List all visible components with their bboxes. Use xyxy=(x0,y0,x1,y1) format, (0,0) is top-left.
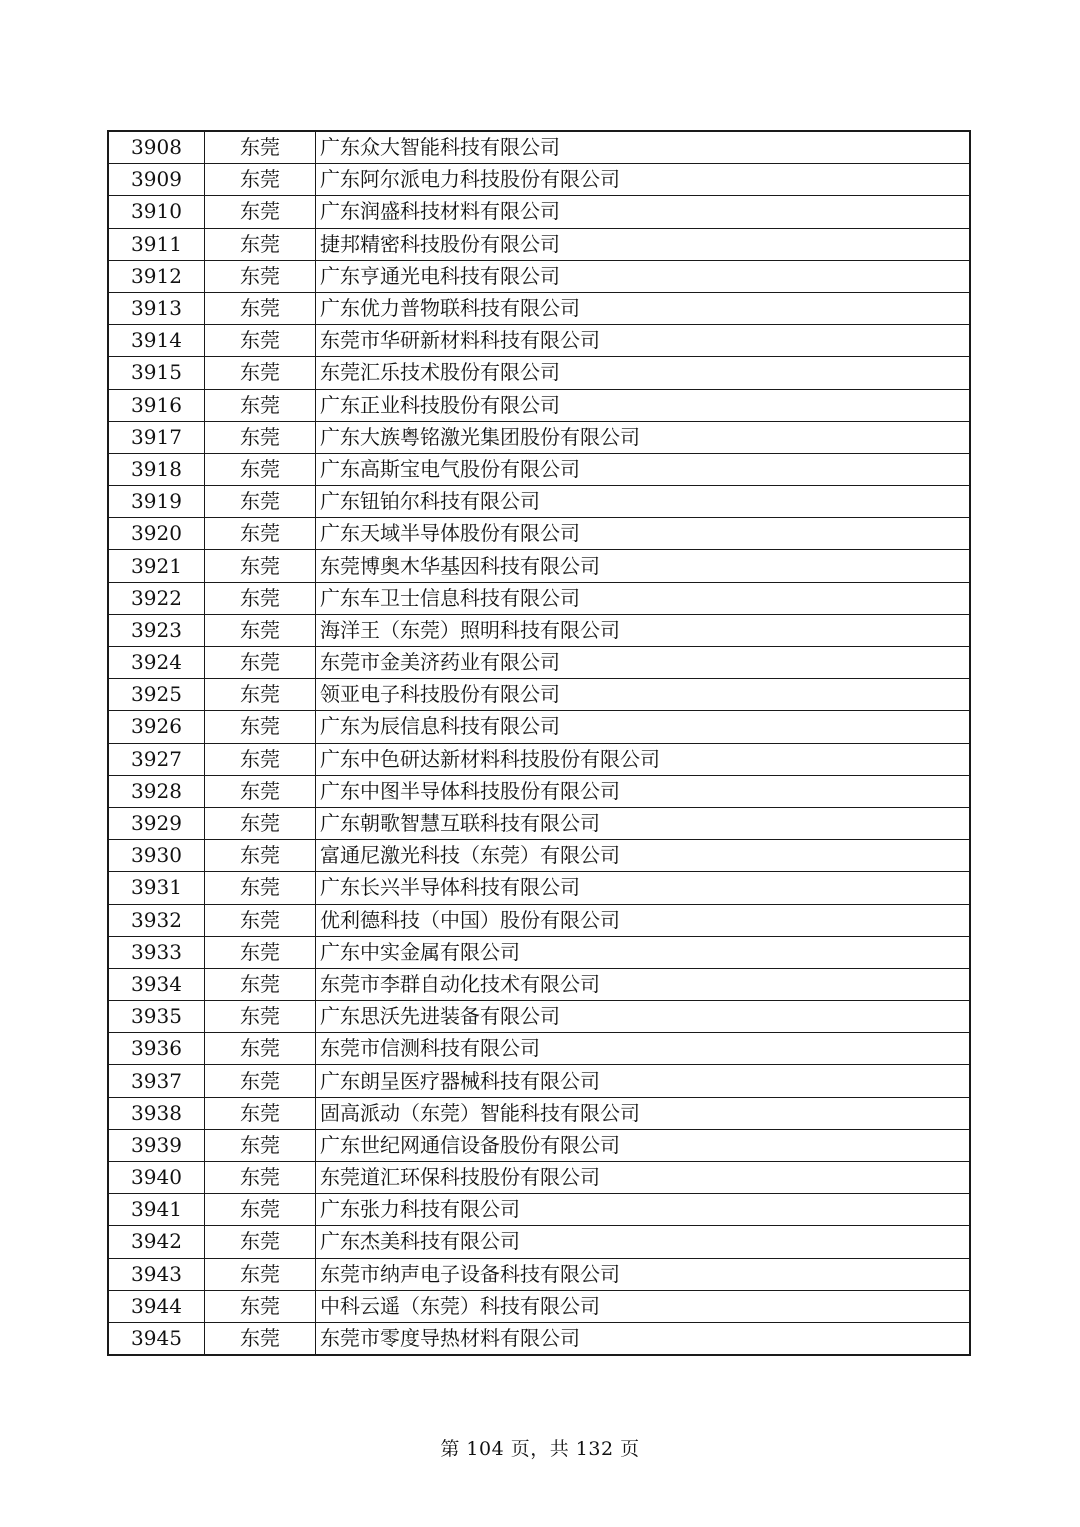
table-row xyxy=(108,196,970,228)
row-number-cell: 3922 xyxy=(108,582,205,614)
table-row xyxy=(108,1162,970,1194)
company-name-cell: 广东朝歌智慧互联科技有限公司 xyxy=(316,807,971,839)
city-cell: 东莞 xyxy=(205,1194,316,1226)
city-cell: 东莞 xyxy=(205,1129,316,1161)
table-row xyxy=(108,1065,970,1097)
table-row xyxy=(108,421,970,453)
city-cell: 东莞 xyxy=(205,1033,316,1065)
row-number-cell: 3917 xyxy=(108,421,205,453)
company-name-cell: 广东长兴半导体科技有限公司 xyxy=(316,872,971,904)
city-cell: 东莞 xyxy=(205,1226,316,1258)
city-cell: 东莞 xyxy=(205,389,316,421)
city-cell: 东莞 xyxy=(205,421,316,453)
city-cell: 东莞 xyxy=(205,325,316,357)
city-cell: 东莞 xyxy=(205,711,316,743)
row-number-cell: 3944 xyxy=(108,1290,205,1322)
row-number-cell: 3914 xyxy=(108,325,205,357)
city-cell: 东莞 xyxy=(205,131,316,164)
company-name-cell: 广东中色研达新材料科技股份有限公司 xyxy=(316,743,971,775)
company-name-cell: 固高派动（东莞）智能科技有限公司 xyxy=(316,1097,971,1129)
table-row xyxy=(108,1129,970,1161)
row-number-cell: 3938 xyxy=(108,1097,205,1129)
table-row xyxy=(108,1033,970,1065)
row-number-cell: 3943 xyxy=(108,1258,205,1290)
table-row xyxy=(108,1258,970,1290)
company-name-cell: 广东中图半导体科技股份有限公司 xyxy=(316,775,971,807)
company-name-cell: 东莞市信测科技有限公司 xyxy=(316,1033,971,1065)
company-table-body xyxy=(108,131,970,1355)
table-row xyxy=(108,453,970,485)
table-row xyxy=(108,131,970,164)
row-number-cell: 3928 xyxy=(108,775,205,807)
page-footer: 第 104 页，共 132 页 xyxy=(440,1438,640,1460)
company-name-cell: 广东众大智能科技有限公司 xyxy=(316,131,971,164)
company-name-cell: 广东大族粤铭激光集团股份有限公司 xyxy=(316,421,971,453)
company-name-cell: 东莞市金美济药业有限公司 xyxy=(316,647,971,679)
city-cell: 东莞 xyxy=(205,807,316,839)
city-cell: 东莞 xyxy=(205,968,316,1000)
row-number-cell: 3932 xyxy=(108,904,205,936)
table-row xyxy=(108,1001,970,1033)
table-row xyxy=(108,614,970,646)
row-number-cell: 3908 xyxy=(108,131,205,164)
company-name-cell: 富通尼激光科技（东莞）有限公司 xyxy=(316,840,971,872)
row-number-cell: 3911 xyxy=(108,228,205,260)
city-cell: 东莞 xyxy=(205,550,316,582)
company-name-cell: 广东天域半导体股份有限公司 xyxy=(316,518,971,550)
table-row xyxy=(108,389,970,421)
row-number-cell: 3916 xyxy=(108,389,205,421)
company-name-cell: 领亚电子科技股份有限公司 xyxy=(316,679,971,711)
company-name-cell: 东莞汇乐技术股份有限公司 xyxy=(316,357,971,389)
table-row xyxy=(108,1226,970,1258)
city-cell: 东莞 xyxy=(205,292,316,324)
table-row xyxy=(108,164,970,196)
city-cell: 东莞 xyxy=(205,647,316,679)
company-table xyxy=(107,130,971,1356)
city-cell: 东莞 xyxy=(205,196,316,228)
city-cell: 东莞 xyxy=(205,936,316,968)
table-row xyxy=(108,292,970,324)
company-name-cell: 广东润盛科技材料有限公司 xyxy=(316,196,971,228)
table-row xyxy=(108,1097,970,1129)
table-row xyxy=(108,1322,970,1355)
city-cell: 东莞 xyxy=(205,1097,316,1129)
company-name-cell: 广东阿尔派电力科技股份有限公司 xyxy=(316,164,971,196)
row-number-cell: 3941 xyxy=(108,1194,205,1226)
city-cell: 东莞 xyxy=(205,1001,316,1033)
city-cell: 东莞 xyxy=(205,582,316,614)
company-name-cell: 广东高斯宝电气股份有限公司 xyxy=(316,453,971,485)
city-cell: 东莞 xyxy=(205,904,316,936)
table-row xyxy=(108,1194,970,1226)
table-row xyxy=(108,486,970,518)
city-cell: 东莞 xyxy=(205,1065,316,1097)
table-row xyxy=(108,325,970,357)
company-name-cell: 捷邦精密科技股份有限公司 xyxy=(316,228,971,260)
company-name-cell: 广东亨通光电科技有限公司 xyxy=(316,260,971,292)
row-number-cell: 3930 xyxy=(108,840,205,872)
row-number-cell: 3945 xyxy=(108,1322,205,1355)
table-row xyxy=(108,582,970,614)
table-row xyxy=(108,872,970,904)
table-row xyxy=(108,228,970,260)
company-name-cell: 中科云遥（东莞）科技有限公司 xyxy=(316,1290,971,1322)
row-number-cell: 3918 xyxy=(108,453,205,485)
table-row xyxy=(108,968,970,1000)
city-cell: 东莞 xyxy=(205,1258,316,1290)
table-row xyxy=(108,550,970,582)
row-number-cell: 3920 xyxy=(108,518,205,550)
row-number-cell: 3909 xyxy=(108,164,205,196)
city-cell: 东莞 xyxy=(205,775,316,807)
row-number-cell: 3929 xyxy=(108,807,205,839)
row-number-cell: 3939 xyxy=(108,1129,205,1161)
table-row xyxy=(108,743,970,775)
row-number-cell: 3919 xyxy=(108,486,205,518)
table-row xyxy=(108,1290,970,1322)
table-row xyxy=(108,260,970,292)
row-number-cell: 3942 xyxy=(108,1226,205,1258)
row-number-cell: 3910 xyxy=(108,196,205,228)
company-name-cell: 广东正业科技股份有限公司 xyxy=(316,389,971,421)
company-name-cell: 广东为辰信息科技有限公司 xyxy=(316,711,971,743)
row-number-cell: 3933 xyxy=(108,936,205,968)
row-number-cell: 3937 xyxy=(108,1065,205,1097)
table-row xyxy=(108,840,970,872)
company-name-cell: 广东思沃先进装备有限公司 xyxy=(316,1001,971,1033)
city-cell: 东莞 xyxy=(205,840,316,872)
company-name-cell: 广东朗呈医疗器械科技有限公司 xyxy=(316,1065,971,1097)
row-number-cell: 3926 xyxy=(108,711,205,743)
table-row xyxy=(108,647,970,679)
city-cell: 东莞 xyxy=(205,679,316,711)
city-cell: 东莞 xyxy=(205,1290,316,1322)
city-cell: 东莞 xyxy=(205,453,316,485)
city-cell: 东莞 xyxy=(205,228,316,260)
city-cell: 东莞 xyxy=(205,260,316,292)
city-cell: 东莞 xyxy=(205,518,316,550)
row-number-cell: 3934 xyxy=(108,968,205,1000)
table-row xyxy=(108,518,970,550)
row-number-cell: 3936 xyxy=(108,1033,205,1065)
company-name-cell: 广东车卫士信息科技有限公司 xyxy=(316,582,971,614)
city-cell: 东莞 xyxy=(205,743,316,775)
row-number-cell: 3927 xyxy=(108,743,205,775)
table-row xyxy=(108,936,970,968)
company-name-cell: 广东钮铂尔科技有限公司 xyxy=(316,486,971,518)
row-number-cell: 3913 xyxy=(108,292,205,324)
company-name-cell: 广东优力普物联科技有限公司 xyxy=(316,292,971,324)
row-number-cell: 3935 xyxy=(108,1001,205,1033)
row-number-cell: 3915 xyxy=(108,357,205,389)
table-row xyxy=(108,711,970,743)
company-name-cell: 东莞市华研新材料科技有限公司 xyxy=(316,325,971,357)
company-name-cell: 海洋王（东莞）照明科技有限公司 xyxy=(316,614,971,646)
row-number-cell: 3931 xyxy=(108,872,205,904)
table-row xyxy=(108,807,970,839)
company-name-cell: 东莞市纳声电子设备科技有限公司 xyxy=(316,1258,971,1290)
row-number-cell: 3940 xyxy=(108,1162,205,1194)
table-row xyxy=(108,679,970,711)
table-row xyxy=(108,904,970,936)
company-name-cell: 广东杰美科技有限公司 xyxy=(316,1226,971,1258)
table-row xyxy=(108,775,970,807)
row-number-cell: 3921 xyxy=(108,550,205,582)
row-number-cell: 3924 xyxy=(108,647,205,679)
city-cell: 东莞 xyxy=(205,872,316,904)
row-number-cell: 3923 xyxy=(108,614,205,646)
city-cell: 东莞 xyxy=(205,1322,316,1355)
company-name-cell: 东莞市李群自动化技术有限公司 xyxy=(316,968,971,1000)
company-name-cell: 广东中实金属有限公司 xyxy=(316,936,971,968)
company-name-cell: 东莞市零度导热材料有限公司 xyxy=(316,1322,971,1355)
table-row xyxy=(108,357,970,389)
company-name-cell: 东莞博奥木华基因科技有限公司 xyxy=(316,550,971,582)
city-cell: 东莞 xyxy=(205,486,316,518)
city-cell: 东莞 xyxy=(205,164,316,196)
row-number-cell: 3925 xyxy=(108,679,205,711)
city-cell: 东莞 xyxy=(205,614,316,646)
company-name-cell: 东莞道汇环保科技股份有限公司 xyxy=(316,1162,971,1194)
company-name-cell: 广东世纪网通信设备股份有限公司 xyxy=(316,1129,971,1161)
company-name-cell: 广东张力科技有限公司 xyxy=(316,1194,971,1226)
row-number-cell: 3912 xyxy=(108,260,205,292)
city-cell: 东莞 xyxy=(205,357,316,389)
company-name-cell: 优利德科技（中国）股份有限公司 xyxy=(316,904,971,936)
city-cell: 东莞 xyxy=(205,1162,316,1194)
